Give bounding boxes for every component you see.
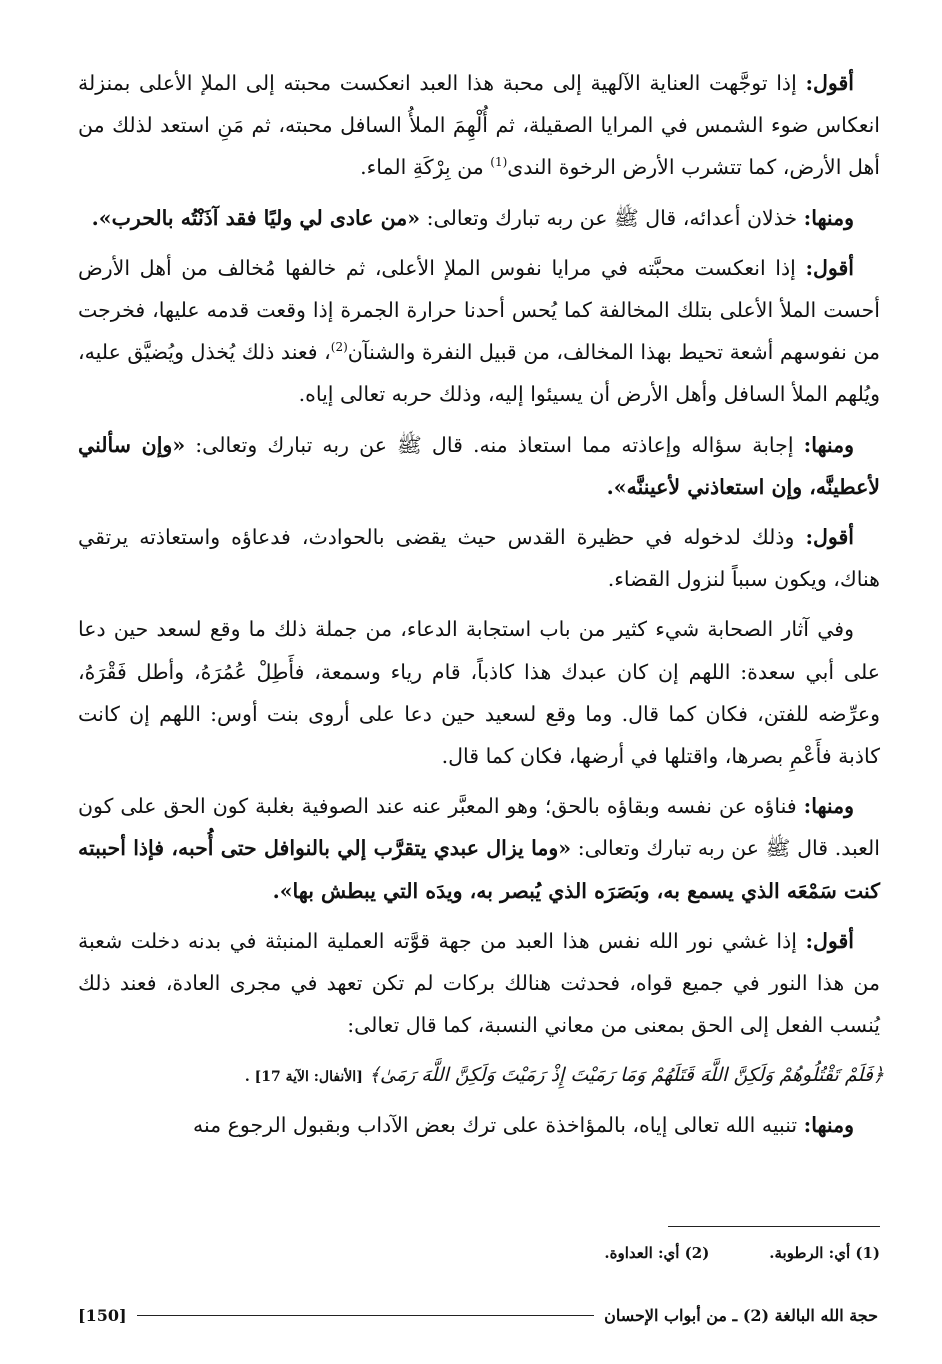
paragraph-9 [78,1104,884,1146]
hadith-quote: «وإن سألني لأعطينَّه، وإن استعاذني لأعيننَّه». [78,432,880,499]
paragraph-text: إذا غشي نور الله نفس هذا العبد من جهة قوَّته العملية المنبثة في بدنه دخلت شعبة من هذا النور في جميع قواه، فحدثت هنالك بركات لم تكن تعهد في مجرى العادة، فعند ذلك يُنسب الفعل إلى الحق بمعنى من معاني النسبة، كما قال تعالى: [78,928,880,1038]
paragraph-text: فناؤه عن نفسه وبقاؤه بالحق؛ وهو المعبَّر عنه عند الصوفية بغلبة كون الحق على كون العبد. قال ﷺ عن ربه تبارك وتعالى: [78,794,880,861]
paragraph-text: وذلك لدخوله في حظيرة القدس حيث يقضى بالحوادث، فدعاؤه واستعاذته يرتقي هناك، ويكون سبباً لنزول القضاء. [78,525,880,592]
footnote-divider [668,1226,880,1227]
footnote-number: (2) [684,1244,710,1262]
paragraph-6 [78,608,884,777]
paragraph-lead: أقول: [805,255,854,280]
paragraph-text-after: ، فعند ذلك يُخذل ويُضيَّق عليه، ويُلهم الملأ السافل وأهل الأرض أن يسيئوا إليه، وذلك حربه تعالى إياه. [78,340,880,407]
paragraph-lead: ومنها: [803,794,854,819]
paragraph-text: إجابة سؤاله وإعاذته مما استعاذ منه. قال ﷺ عن ربه تبارك وتعالى: [185,432,794,457]
paragraph-4 [78,424,884,508]
quran-reference: [الأنفال: الآية 17] . [244,1069,363,1086]
paragraph-text: خذلان أعدائه، قال ﷺ عن ربه تبارك وتعالى: [420,205,798,230]
footnote-2 [604,1238,709,1268]
paragraph-text: إذا توجَّهت العناية الآلهية إلى محبة هذا العبد انعكست محبته إلى الملإ الأعلى بمنزلة انعكاس ضوء الشمس في المرايا الصقيلة، ثم أُلْهِمَ الملأُ السافل محبته، ثم مَنِ استعد لذلك من أهل الأرض، كما تتشرب الأرض الرخوة الندى [78,71,880,180]
paragraph-text: وفي آثار الصحابة شيء كثير من باب استجابة الدعاء، من جملة ذلك ما وقع لسعد حين دعا على أبي سعدة: اللهم إن كان عبدك هذا كاذباً، قام رياء وسمعة، فأَطِلْ عُمُرَهُ، وأطل فَقْرَهُ، وعرِّضه للفتن، فكان كما قال. وما وقع لسعيد حين دعا على أروى بنت أوس: اللهم إن كانت كاذبة فأَعْمِ بصرها، واقتلها في أرضها، فكان كما قال. [78,617,880,769]
paragraph-text: تنبيه الله تعالى إياه، بالمؤاخذة على ترك بعض الآداب وبقبول الرجوع منه [192,1113,798,1138]
page-footer [78,1300,878,1330]
page-number: [150] [78,1305,127,1325]
footnote-ref[interactable]: (2) [330,340,348,355]
hadith-quote: «وما يزال عبدي يتقرَّب إلي بالنوافل حتى أُحبه، فإذا أحببته كنت سَمْعَه الذي يسمع به، وبَصَرَه الذي يُبصر به، ويدَه التي يبطش بها». [78,836,880,903]
paragraph-5 [78,516,884,600]
paragraph-7 [78,785,884,912]
footnote-ref[interactable]: (1) [490,155,508,170]
paragraph-lead: ومنها: [803,1113,854,1138]
footer-rule [137,1315,595,1316]
paragraph-lead: أقول: [805,928,854,953]
footnote-1 [769,1238,880,1268]
paragraph-lead: ومنها: [803,432,854,457]
footnotes [280,1238,880,1268]
paragraph-1 [78,62,884,189]
footnote-text: أي: الرطوبة. [769,1244,851,1262]
paragraph-8 [78,920,884,1047]
paragraph-lead: أقول: [805,525,854,550]
book-title: حجة الله البالغة (2) ـ من أبواب الإحسان [604,1305,878,1325]
paragraph-2 [78,197,884,239]
paragraph-text: إذا انعكست محبَّته في مرايا نفوس الملإ الأعلى، ثم خالفها مُخالف من أهل الأرض أحست الملأ الأعلى بتلك المخالفة كما يُحس أحدنا حرارة الجمرة إذا وقعت قدمه عليها، فخرجت من نفوسهم أشعة تحيط بهذا المخالف، من قبيل النفرة والشنآن [78,255,881,365]
footnote-text: أي: العداوة. [604,1244,680,1262]
paragraph-3 [78,247,884,416]
quran-verse-text: ﴿فَلَمْ تَقْتُلُوهُمْ وَلَكِنَّ اللَّهَ قَتَلَهُمْ وَمَا رَمَيْتَ إِذْ رَمَيْتَ وَلَكِنَّ اللَّهَ رَمَىٰ﴾ [368,1064,884,1087]
paragraph-lead: ومنها: [803,205,854,230]
paragraph-text-after: من بِرْكَةِ الماء. [360,155,491,180]
hadith-quote: «من عادى لي وليًا فقد آذَنْتُه بالحرب». [91,205,421,230]
page-body [78,62,884,1155]
paragraph-lead: أقول: [805,71,854,95]
footnote-number: (1) [855,1244,880,1262]
quran-verse [78,1054,884,1098]
